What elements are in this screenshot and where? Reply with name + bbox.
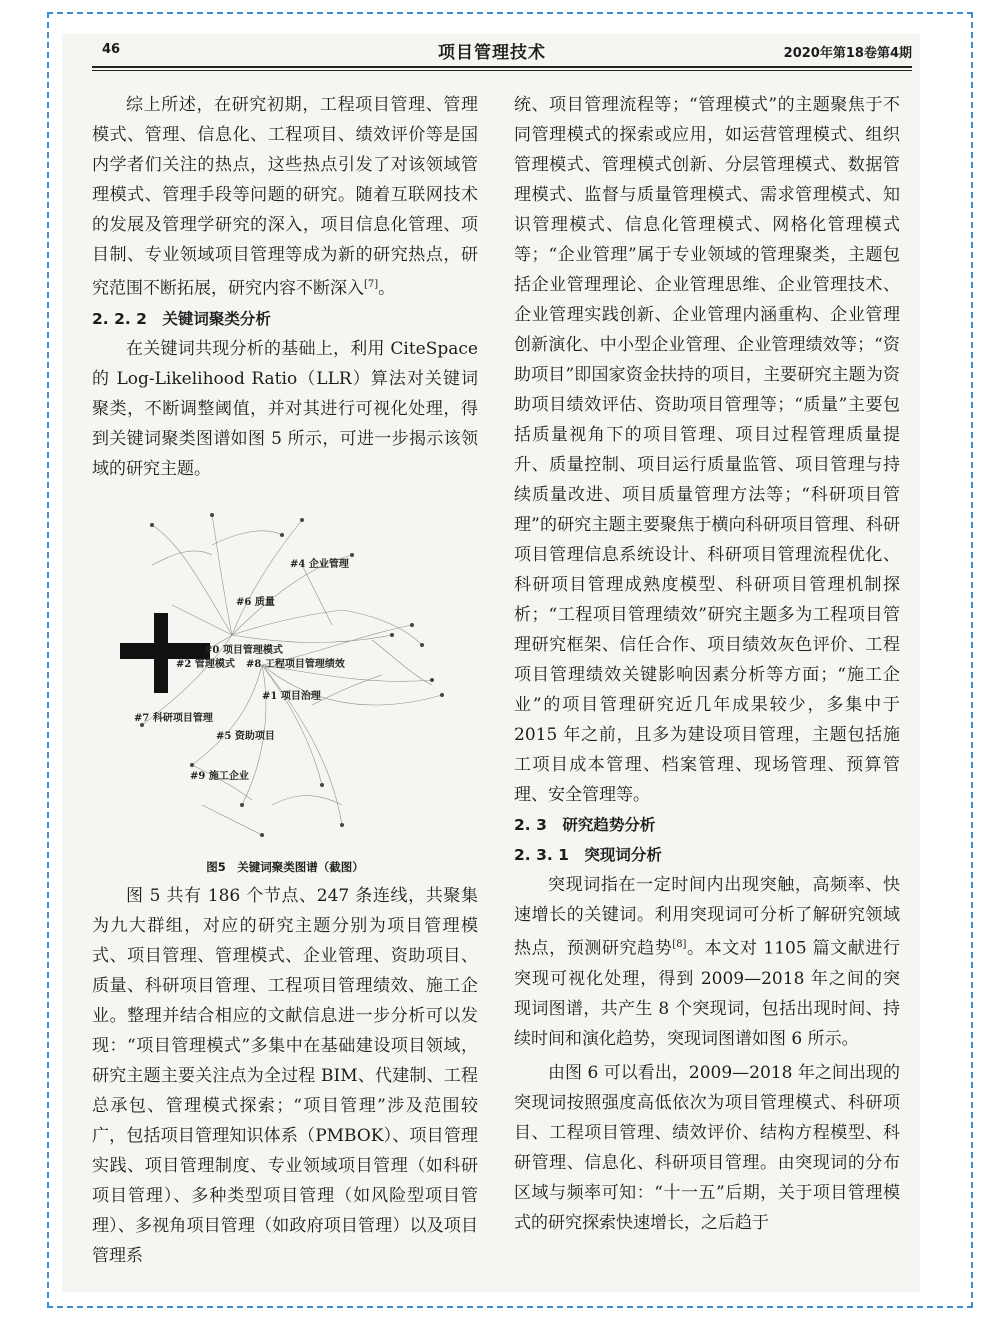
- header-rule-thin: [92, 70, 912, 71]
- paragraph: 由图 6 可以看出，2009—2018 年之间出现的突现词按照强度高低依次为项目管理模式、科研项目、工程项目管理、绩效评价、结构方程模型、科研管理、信息化、科研项目管理。由突现词的分布区域与频率可知：“十一五”后期，关于项目管理模式的研究探索快速增长，之后趋于: [514, 1062, 900, 1233]
- journal-title: 项目管理技术: [438, 43, 546, 63]
- paragraph: 图 5 共有 186 个节点、247 条连线，共聚集为九大群组，对应的研究主题分别为项目管理模式、项目管理、管理模式、企业管理、资助项目、质量、科研项目管理、工程项目管理绩效、施工企业。整理并结合相应的文献信息进一步分析可以发现：“项目管理模式”多集中在基础建设项目领域，研究主题主要关注点为全过程 BIM、代建制、工程总承包、管理模式探索；“项目管理”涉及范围较广，包括项目管理知识体系（PMBOK）、项目管理实践、项目管理制度、专业领域项目管理（如科研项目管理）、多种类型项目管理（如风险型项目管理）、多视角项目管理（如政府项目管理）以及项目管理系: [92, 886, 478, 1266]
- citation: [7]: [364, 279, 379, 290]
- cluster-label-4: #4 企业管理: [290, 559, 349, 570]
- cluster-label-6: #6 质量: [236, 597, 275, 608]
- cross-mark-horizontal: [120, 643, 210, 659]
- left-column-top: [92, 90, 478, 484]
- cluster-label-8: #8 工程项目管理绩效: [246, 659, 345, 670]
- cluster-label-7: #7 科研项目管理: [134, 713, 213, 724]
- paragraph: 统、项目管理流程等；“管理模式”的主题聚焦于不同管理模式的探索或应用，如运营管理模式、组织管理模式、管理模式创新、分层管理模式、数据管理模式、监督与质量管理模式、需求管理模式、知识管理模式、信息化管理模式、网格化管理模式等；“企业管理”属于专业领域的管理聚类，主题包括企业管理理论、企业管理思维、企业管理技术、企业管理实践创新、企业管理内涵重构、企业管理创新演化、中小型企业管理、企业管理绩效等；“资助项目”即国家资金扶持的项目，主要研究主题为资助项目绩效评估、资助项目管理等；“质量”主要包括质量视角下的项目管理、项目过程管理质量提升、质量控制、项目运行质量监管、项目管理与持续质量改进、项目质量管理方法等；“科研项目管理”的研究主题主要聚焦于横向科研项目管理、科研项目管理信息系统设计、科研项目管理流程优化、科研项目管理成熟度模型、科研项目管理机制探析；“工程项目管理绩效”研究主题多为工程项目管理研究框架、信任合作、项目绩效灰色评价、工程项目管理绩效关键影响因素分析等方面；“施工企业”的项目管理研究近几年成果较少，多集中于 2015 年之前，且多为建设项目管理，主题包括施工项目成本管理、档案管理、现场管理、预算管理、安全管理等。: [514, 95, 900, 805]
- cluster-label-1: #1 项目治理: [262, 691, 321, 702]
- cluster-label-5: #5 资助项目: [216, 731, 275, 742]
- paragraph-end: 。: [378, 278, 396, 299]
- header-rule: [92, 66, 912, 68]
- cluster-network-edges: [132, 515, 442, 835]
- left-column-bottom: [92, 855, 478, 1271]
- paragraph-end: 。本文对 1105 篇文献进行突现可视化处理，得到 2009—2018 年之间的突现词图谱，共产生 8 个突现词，包括出现时间、持续时间和演化趋势，突现词图谱如图 6 所示。: [514, 938, 901, 1049]
- paragraph: [92, 90, 478, 304]
- paragraph: [514, 870, 900, 1054]
- running-header: [72, 38, 912, 64]
- cluster-network-nodes: [130, 513, 444, 837]
- section-heading: 2. 3 研究趋势分析: [514, 816, 656, 834]
- figure-caption: 图5 关键词聚类图谱（截图）: [206, 860, 364, 874]
- cluster-label-9: #9 施工企业: [190, 771, 249, 782]
- paragraph-text: 综上所述，在研究初期，工程项目管理、管理模式、管理、信息化、工程项目、绩效评价等是国内学者们关注的热点，这些热点引发了对该领域管理模式、管理手段等问题的研究。随着互联网技术的发展及管理学研究的深入，项目信息化管理、项目制、专业领域项目管理等成为新的研究热点，研究范围不断拓展，研究内容不断深入: [92, 95, 478, 299]
- issue-label: 2020年第18卷第4期: [783, 46, 912, 61]
- paragraph-text: 突现词指在一定时间内出现突触，高频率、快速增长的关键词。利用突现词可分析了解研究领域热点，预测研究趋势: [514, 875, 900, 959]
- citation: [8]: [672, 939, 687, 950]
- page-number: 46: [102, 42, 121, 57]
- keyword-cluster-figure: [112, 505, 464, 855]
- cluster-label-0: #0 项目管理模式: [204, 645, 283, 656]
- subsection-heading: 2. 3. 1 突现词分析: [514, 846, 662, 864]
- right-column: [514, 90, 900, 1238]
- cluster-label-2: #2 管理模式: [176, 659, 235, 670]
- section-heading: 2. 2. 2 关键词聚类分析: [92, 309, 271, 328]
- paragraph: 在关键词共现分析的基础上，利用 CiteSpace 的 Log-Likelihood Ratio（LLR）算法对关键词聚类，不断调整阈值，并对其进行可视化处理，得到关键词聚类图谱如图 5 所示，可进一步揭示该领域的研究主题。: [92, 338, 478, 479]
